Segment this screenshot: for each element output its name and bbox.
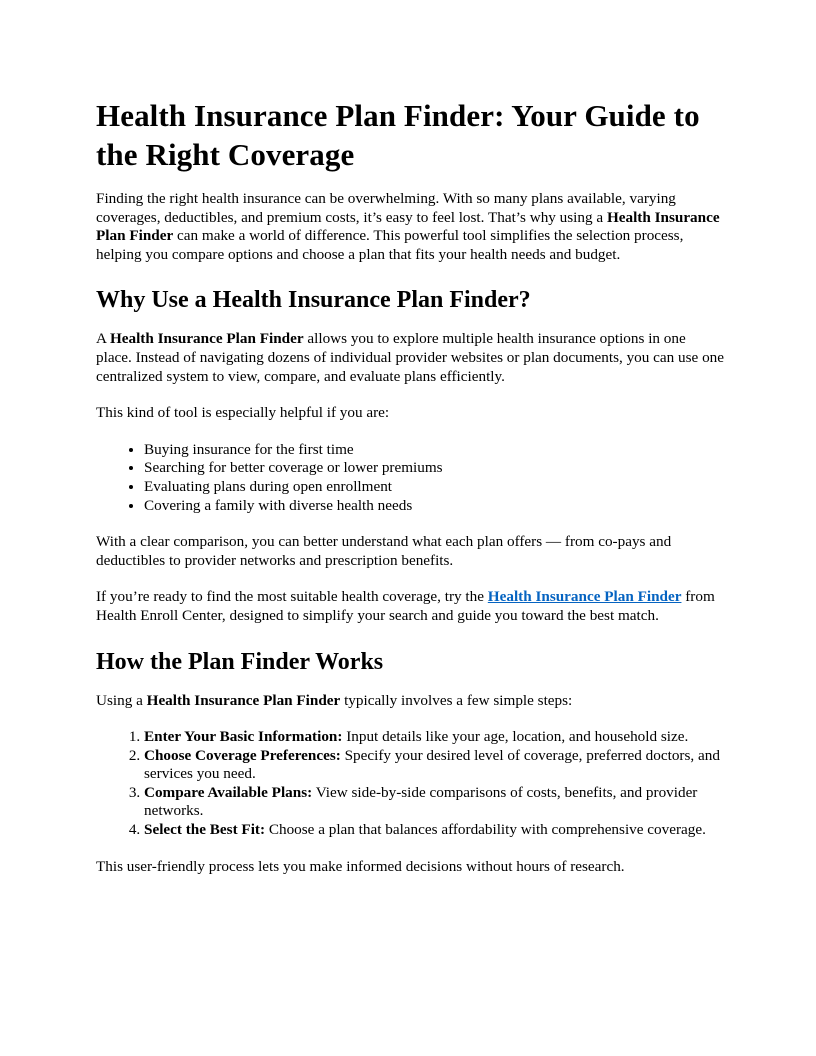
bullet-item: • Buying insurance for the first time bbox=[144, 441, 724, 460]
how-intro-paragraph bbox=[96, 692, 724, 711]
intro-text-1: Finding the right health insurance can be overwhelming. With so many plans available, varying coverages, deductibles, and premium costs, it’s easy to feel lost. That’s why using a bbox=[96, 190, 676, 226]
step-title: Select the Best Fit: bbox=[144, 821, 266, 839]
step-title: Choose Coverage Preferences: bbox=[144, 746, 341, 764]
why-p4-prefix: If you’re ready to find the most suitable health coverage, try the bbox=[96, 588, 488, 606]
bullet-item: • Covering a family with diverse health needs bbox=[144, 497, 724, 516]
step-item bbox=[144, 821, 724, 840]
step-text: Choose a plan that balances affordability with comprehensive coverage. bbox=[265, 821, 706, 839]
step-text: Input details like your age, location, and household size. bbox=[342, 728, 689, 746]
intro-bold-term: Health Insurance Plan Finder bbox=[96, 208, 720, 245]
closing-paragraph: This user-friendly process lets you make informed decisions without hours of research. bbox=[96, 857, 625, 875]
how-intro-suffix: typically involves a few simple steps: bbox=[340, 691, 573, 709]
intro-text-2: can make a world of difference. This powerful tool simplifies the selection process, helping you compare options and choose a plan that fits your health needs and budget. bbox=[96, 227, 684, 263]
step-item bbox=[144, 728, 724, 747]
step-text: Specify your desired level of coverage, preferred doctors, and services you need. bbox=[144, 746, 720, 783]
steps-numbered-list bbox=[96, 728, 724, 840]
benefit-bullet-list bbox=[96, 441, 724, 515]
why-p1-bold-term: Health Insurance Plan Finder bbox=[109, 330, 304, 348]
section-heading-how: How the Plan Finder Works bbox=[96, 648, 384, 675]
why-paragraph-2: This kind of tool is especially helpful if you are: bbox=[96, 404, 390, 422]
why-paragraph-1 bbox=[96, 330, 724, 386]
step-text: View side-by-side comparisons of costs, benefits, and provider networks. bbox=[144, 783, 698, 820]
step-item bbox=[144, 747, 724, 784]
document-page bbox=[96, 96, 724, 894]
why-p4-suffix: from Health Enroll Center, designed to simplify your search and guide you toward the best match. bbox=[96, 588, 715, 624]
how-intro-prefix: Using a bbox=[96, 691, 147, 709]
why-p1-text: allows you to explore multiple health insurance options in one place. Instead of navigating dozens of individual provider websites or plan documents, you can use one centralized system to view, compare, and evaluate plans efficiently. bbox=[96, 330, 724, 385]
how-intro-bold-term: Health Insurance Plan Finder bbox=[146, 691, 341, 709]
bullet-item: • Evaluating plans during open enrollment bbox=[144, 478, 724, 497]
intro-paragraph bbox=[96, 190, 724, 264]
step-item bbox=[144, 784, 724, 821]
why-p1-prefix: A bbox=[96, 330, 110, 348]
page-title: Health Insurance Plan Finder: Your Guide to the Right Coverage bbox=[96, 98, 700, 172]
why-paragraph-3: With a clear comparison, you can better understand what each plan offers — from co-pays and deductibles to provider networks and prescription benefits. bbox=[96, 533, 672, 569]
plan-finder-link[interactable]: Health Insurance Plan Finder bbox=[487, 588, 682, 606]
bullet-item: • Searching for better coverage or lower premiums bbox=[144, 459, 724, 478]
step-title: Compare Available Plans: bbox=[144, 783, 313, 801]
why-paragraph-4 bbox=[96, 588, 724, 625]
section-heading-why: Why Use a Health Insurance Plan Finder? bbox=[96, 287, 531, 314]
step-title: Enter Your Basic Information: bbox=[144, 728, 343, 746]
